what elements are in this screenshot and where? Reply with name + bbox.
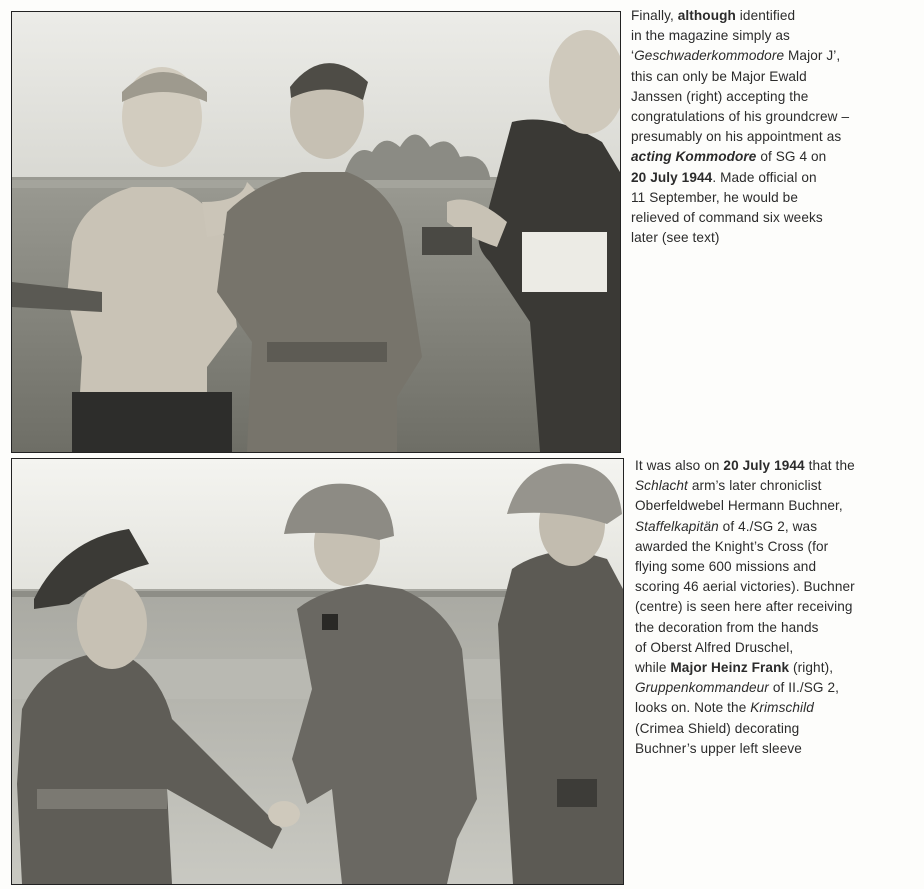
caption-text: in the magazine simply as: [631, 28, 790, 44]
caption-line: [635, 476, 921, 496]
caption-text: Gruppenkommandeur: [635, 680, 769, 696]
caption-text: of 4./SG 2, was: [718, 518, 818, 534]
photo-groundcrew-congratulations: [11, 11, 621, 453]
caption-line: [635, 537, 921, 557]
caption-line: [635, 517, 921, 537]
caption-text: Buchner’s upper left sleeve: [635, 740, 802, 756]
caption-text: congratulations of his groundcrew –: [631, 109, 850, 125]
caption-text: awarded the Knight’s Cross (for: [635, 538, 829, 554]
caption-text: of II./SG 2,: [768, 680, 839, 696]
caption-line: [631, 228, 921, 248]
caption-text: relieved of command six weeks: [631, 210, 823, 226]
caption-text: 20 July 1944: [631, 169, 713, 185]
caption-text: (Crimea Shield) decorating: [635, 720, 800, 736]
caption-line: [631, 67, 921, 87]
caption-text: Schlacht: [635, 478, 688, 494]
caption-text: ‘: [631, 48, 635, 64]
caption-knights-cross: [635, 456, 921, 759]
caption-text: looks on. Note the: [635, 700, 751, 716]
caption-line: [631, 168, 921, 188]
caption-line: [631, 188, 921, 208]
caption-text: presumably on his appointment as: [631, 129, 842, 145]
caption-text: . Made official on: [712, 169, 817, 185]
caption-line: [631, 208, 921, 228]
photo-groundcrew-image: [12, 12, 620, 452]
caption-text: 20 July 1944: [723, 458, 805, 473]
caption-text: the decoration from the hands: [635, 619, 819, 635]
caption-text: later (see text): [631, 230, 720, 246]
caption-text: Major J’,: [784, 48, 841, 64]
caption-text: Janssen (right) accepting the: [631, 88, 809, 104]
caption-text: Geschwaderkommodore: [634, 48, 785, 64]
caption-line: [635, 618, 921, 638]
caption-text: acting Kommodore: [631, 149, 757, 165]
photo-presentation-image: [12, 459, 623, 884]
caption-line: [635, 658, 921, 678]
caption-text: scoring 46 aerial victories). Buchner: [635, 579, 855, 595]
caption-text: of Oberst Alfred Druschel,: [635, 639, 794, 655]
caption-line: [635, 719, 921, 739]
caption-line: [635, 496, 921, 516]
caption-text: although: [677, 8, 736, 23]
caption-line: [635, 557, 921, 577]
caption-line: [635, 638, 921, 658]
caption-text: Krimschild: [750, 700, 814, 716]
caption-text: Major Heinz Frank: [670, 660, 790, 676]
caption-text: that the: [804, 458, 855, 473]
caption-line: [631, 147, 921, 167]
caption-line: [635, 698, 921, 718]
caption-line: [635, 456, 921, 476]
caption-line: [631, 26, 921, 46]
caption-text: 11 September, he would be: [631, 189, 798, 205]
caption-line: [635, 597, 921, 617]
caption-line: [635, 678, 921, 698]
photo-knights-cross-presentation: [11, 458, 624, 885]
caption-text: Oberfeldwebel Hermann Buchner,: [635, 498, 843, 514]
caption-line: [631, 107, 921, 127]
caption-line: [631, 87, 921, 107]
caption-text: arm’s later chroniclist: [687, 478, 822, 494]
caption-groundcrew: [631, 6, 921, 248]
caption-text: (right),: [789, 660, 834, 676]
caption-text: identified: [735, 8, 796, 23]
caption-line: [635, 739, 921, 759]
caption-text: flying some 600 missions and: [635, 559, 817, 575]
caption-line: [635, 577, 921, 597]
caption-line: [631, 127, 921, 147]
caption-text: Finally,: [631, 8, 678, 23]
caption-text: of SG 4 on: [756, 149, 827, 165]
caption-line: [631, 46, 921, 66]
caption-line: [631, 6, 921, 26]
caption-text: this can only be Major Ewald: [631, 68, 807, 84]
caption-text: Staffelkapitän: [635, 518, 719, 534]
caption-text: (centre) is seen here after receiving: [635, 599, 853, 615]
caption-text: while: [635, 660, 671, 676]
caption-text: It was also on: [635, 458, 724, 473]
